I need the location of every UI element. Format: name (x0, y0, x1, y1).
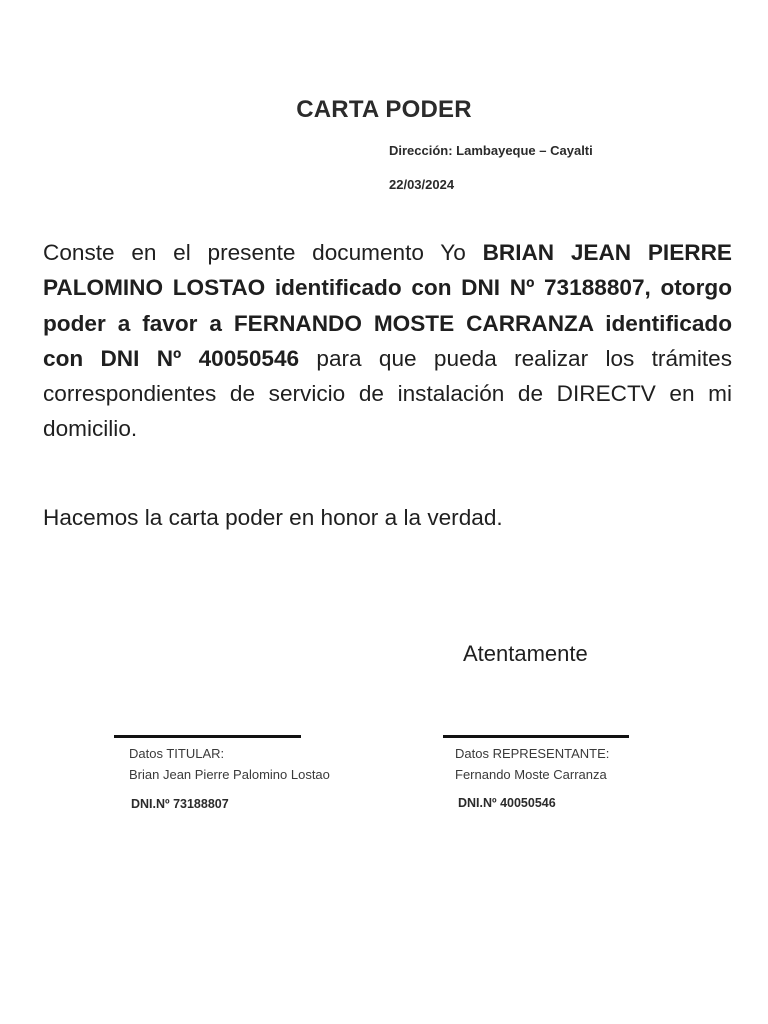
paragraph-purpose: para que pueda realizar los trámites correspondientes de servicio de instalación de DIRECTV en mi domicilio. (43, 345, 732, 442)
address-line: Dirección: Lambayeque – Cayalti (389, 143, 593, 158)
titular-name: Brian Jean Pierre Palomino Lostao (129, 767, 330, 782)
representante-label: Datos REPRESENTANTE: (455, 746, 610, 761)
representante-name: Fernando Moste Carranza (455, 767, 607, 782)
titular-signature-line (114, 735, 301, 738)
closing-salutation: Atentamente (463, 641, 588, 666)
paragraph-intro: Conste en el presente documento Yo (43, 240, 483, 265)
date-line: 22/03/2024 (389, 177, 455, 192)
representante-signature-line (443, 735, 629, 738)
document-title: CARTA PODER (296, 96, 472, 123)
representante-dni: DNI.Nº 40050546 (458, 796, 556, 810)
honor-statement: Hacemos la carta poder en honor a la verdad. (43, 505, 503, 530)
titular-label: Datos TITULAR: (129, 746, 225, 761)
paragraph-parties: BRIAN JEAN PIERRE PALOMINO LOSTAO identificado con DNI Nº 73188807, otorgo poder a favor a FERNANDO MOSTE CARRANZA identificado con DNI Nº 40050546 (43, 240, 732, 371)
main-paragraph (43, 235, 732, 447)
titular-dni: DNI.Nº 73188807 (131, 797, 229, 811)
